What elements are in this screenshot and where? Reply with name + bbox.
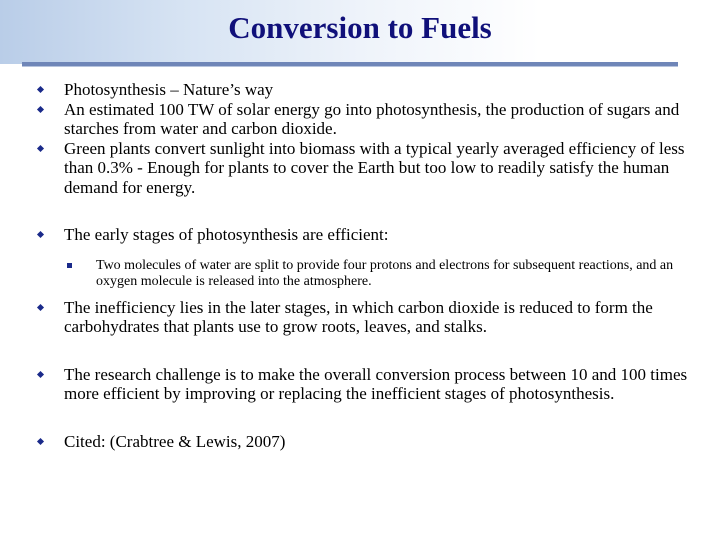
sub-bullet-text: Two molecules of water are split to provide four protons and electrons for subsequent reactions, and an oxygen molecule is released into the atmosphere. bbox=[96, 257, 674, 289]
diamond-bullet-icon bbox=[37, 370, 44, 377]
diamond-bullet-icon bbox=[37, 231, 44, 238]
diamond-bullet-icon bbox=[37, 303, 44, 310]
bullet-text: The early stages of photosynthesis are efficient: bbox=[64, 225, 389, 244]
bullet-item bbox=[36, 298, 696, 337]
sub-bullet-item bbox=[36, 258, 696, 290]
bullet-item bbox=[36, 100, 696, 139]
bullet-item bbox=[36, 432, 696, 452]
bullet-item bbox=[36, 139, 696, 198]
slide-title: Conversion to Fuels bbox=[228, 10, 492, 45]
bullet-text: Cited: (Crabtree & Lewis, 2007) bbox=[64, 431, 286, 451]
bullet-item bbox=[36, 225, 696, 245]
bullet-text: The inefficiency lies in the later stages, in which carbon dioxide is reduced to form the carbohydrates that plants use to grow roots, leaves, and stalks. bbox=[64, 297, 653, 336]
diamond-bullet-icon bbox=[37, 437, 44, 444]
bullet-list bbox=[36, 80, 696, 451]
bullet-item bbox=[36, 365, 696, 404]
diamond-bullet-icon bbox=[37, 86, 44, 93]
bullet-text: The research challenge is to make the overall conversion process between 10 and 100 times more efficient by improving or replacing the inefficient stages of photosynthesis. bbox=[64, 364, 688, 403]
bullet-item bbox=[36, 80, 696, 100]
bullet-text: Green plants convert sunlight into biomass with a typical yearly averaged efficiency of less than 0.3% - Enough for plants to cover the Earth but too low to readily satisfy the human demand for energy. bbox=[64, 138, 685, 197]
diamond-bullet-icon bbox=[37, 144, 44, 151]
diamond-bullet-icon bbox=[37, 105, 44, 112]
bullet-text: Photosynthesis – Nature’s way bbox=[64, 80, 274, 99]
bullet-text: An estimated 100 TW of solar energy go into photosynthesis, the production of sugars and starches from water and carbon dioxide. bbox=[64, 99, 680, 138]
square-bullet-icon bbox=[67, 263, 72, 268]
title-divider-highlight bbox=[22, 66, 678, 67]
